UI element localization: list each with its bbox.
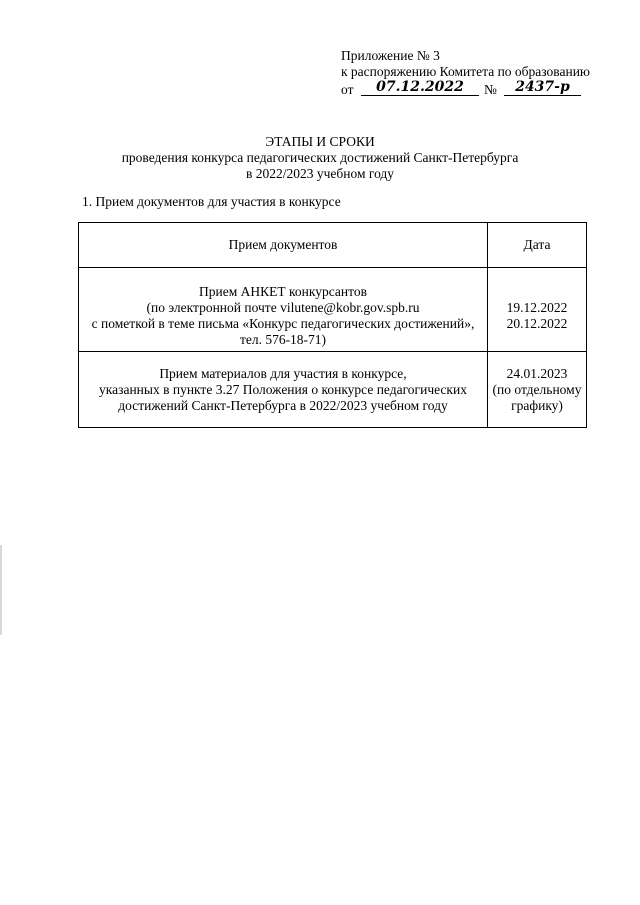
row-description [79,352,488,428]
column-header-documents: Прием документов [79,223,488,268]
row-date [488,268,587,352]
table-header-row [79,223,587,268]
appendix-number: Приложение № 3 [341,48,440,63]
desc-line: Прием материалов для участия в конкурсе, [159,366,407,381]
appendix-header [341,48,590,98]
desc-line: тел. 576-18-71) [239,332,327,347]
desc-line: Прием АНКЕТ конкурсантов [199,284,367,299]
column-header-date: Дата [488,223,587,268]
table-row [79,268,587,352]
title-line-2: проведения конкурса педагогических достижений Санкт-Петербурга [121,150,519,165]
document-title [0,134,640,182]
row-description [79,268,488,352]
handwritten-date: 07.12.2022 [361,79,479,96]
section-heading: 1. Прием документов для участия в конкурсе [82,194,341,209]
date-line: 24.01.2023 [506,366,568,381]
number-label: № [484,82,497,97]
date-line: 19.12.2022 [506,300,568,315]
order-reference: к распоряжению Комитета по образованию [341,64,591,79]
date-line: (по отдельному [492,382,582,397]
title-line-3: в 2022/2023 учебном году [245,166,395,181]
from-label: от [341,82,354,97]
table-row [79,352,587,428]
date-line: 20.12.2022 [506,316,568,331]
row-date [488,352,587,428]
date-line: графику) [511,398,563,413]
stages-table [78,222,587,428]
desc-line: указанных в пункте 3.27 Положения о конкурсе педагогических [99,382,467,397]
desc-line: достижений Санкт-Петербурга в 2022/2023 учебном году [118,398,448,413]
date-number-row [341,80,590,98]
desc-line: (по электронной почте vilutene@kobr.gov.spb.ru [146,300,420,315]
title-line-1: ЭТАПЫ И СРОКИ [265,134,375,149]
scan-edge-mark [0,545,2,635]
handwritten-number: 2437-р [504,79,581,96]
desc-line: с пометкой в теме письма «Конкурс педагогических достижений», [91,316,475,331]
